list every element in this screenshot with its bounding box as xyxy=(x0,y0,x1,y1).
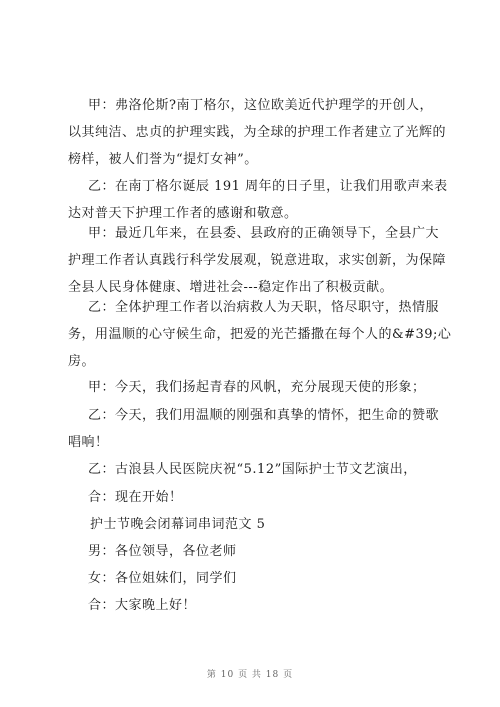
paragraph-12 xyxy=(88,592,414,619)
paragraph-line: 乙：在南丁格尔诞辰 191 周年的日子里，让我们用歌声来表 xyxy=(88,179,448,194)
paragraph-line: 全县人民身体健康、增进社会---稳定作出了积极贡献。 xyxy=(68,280,394,295)
paragraph-4 xyxy=(68,294,452,375)
paragraph-line: 合：现在开始！ xyxy=(88,490,183,505)
paragraph-7 xyxy=(88,456,417,483)
paragraph-line: 房。 xyxy=(68,354,96,369)
paragraph-line: 乙：古浪县人民医院庆祝“5.12”国际护士节文艺演出， xyxy=(88,462,417,477)
paragraph-line: 以其纯洁、忠贞的护理实践，为全球的护理工作者建立了光辉的 xyxy=(68,125,447,140)
paragraph-line: 合：大家晚上好！ xyxy=(88,598,197,613)
paragraph-line: 乙：今天，我们用温顺的刚强和真挚的情怀，把生命的赞歌 xyxy=(88,408,440,423)
paragraph-line: 甲：弗洛伦斯?南丁格尔，这位欧美近代护理学的开创人， xyxy=(88,98,433,113)
paragraph-line: 达对普天下护理工作者的感谢和敬意。 xyxy=(68,206,298,221)
paragraph-8 xyxy=(88,484,414,511)
paragraph-line: 务，用温顺的心守候生命，把爱的光芒播撒在每个人的&#39;心 xyxy=(68,327,452,342)
paragraph-line: 榜样，被人们誉为“提灯女神”。 xyxy=(68,152,258,167)
section-heading xyxy=(90,511,416,538)
paragraph-line: 男：各位领导，各位老师 xyxy=(88,544,237,559)
page-number-footer: 第 10 页 共 18 页 xyxy=(206,670,294,680)
paragraph-11 xyxy=(88,565,414,592)
paragraph-line: 甲：今天，我们扬起青春的风帆，充分展现天使的形象； xyxy=(88,380,426,395)
paragraph-5 xyxy=(88,374,426,401)
paragraph-line: 乙：全体护理工作者以治病救人为天职，恪尽职守，热情服 xyxy=(88,300,440,315)
paragraph-line: 护理工作者认真践行科学发展观，锐意进取，求实创新，为保障 xyxy=(68,253,447,268)
paragraph-2 xyxy=(68,173,448,227)
paragraph-10 xyxy=(88,538,414,565)
paragraph-6 xyxy=(68,402,440,456)
paragraph-3 xyxy=(68,220,447,301)
paragraph-line: 女：各位姐妹们，同学们 xyxy=(88,571,237,586)
paragraph-line: 唱响！ xyxy=(68,435,109,450)
heading-line: 护士节晚会闭幕词串词范文 5 xyxy=(90,517,266,532)
paragraph-line: 甲：最近几年来，在县委、县政府的正确领导下，全县广大 xyxy=(88,226,440,241)
paragraph-1 xyxy=(68,92,447,173)
